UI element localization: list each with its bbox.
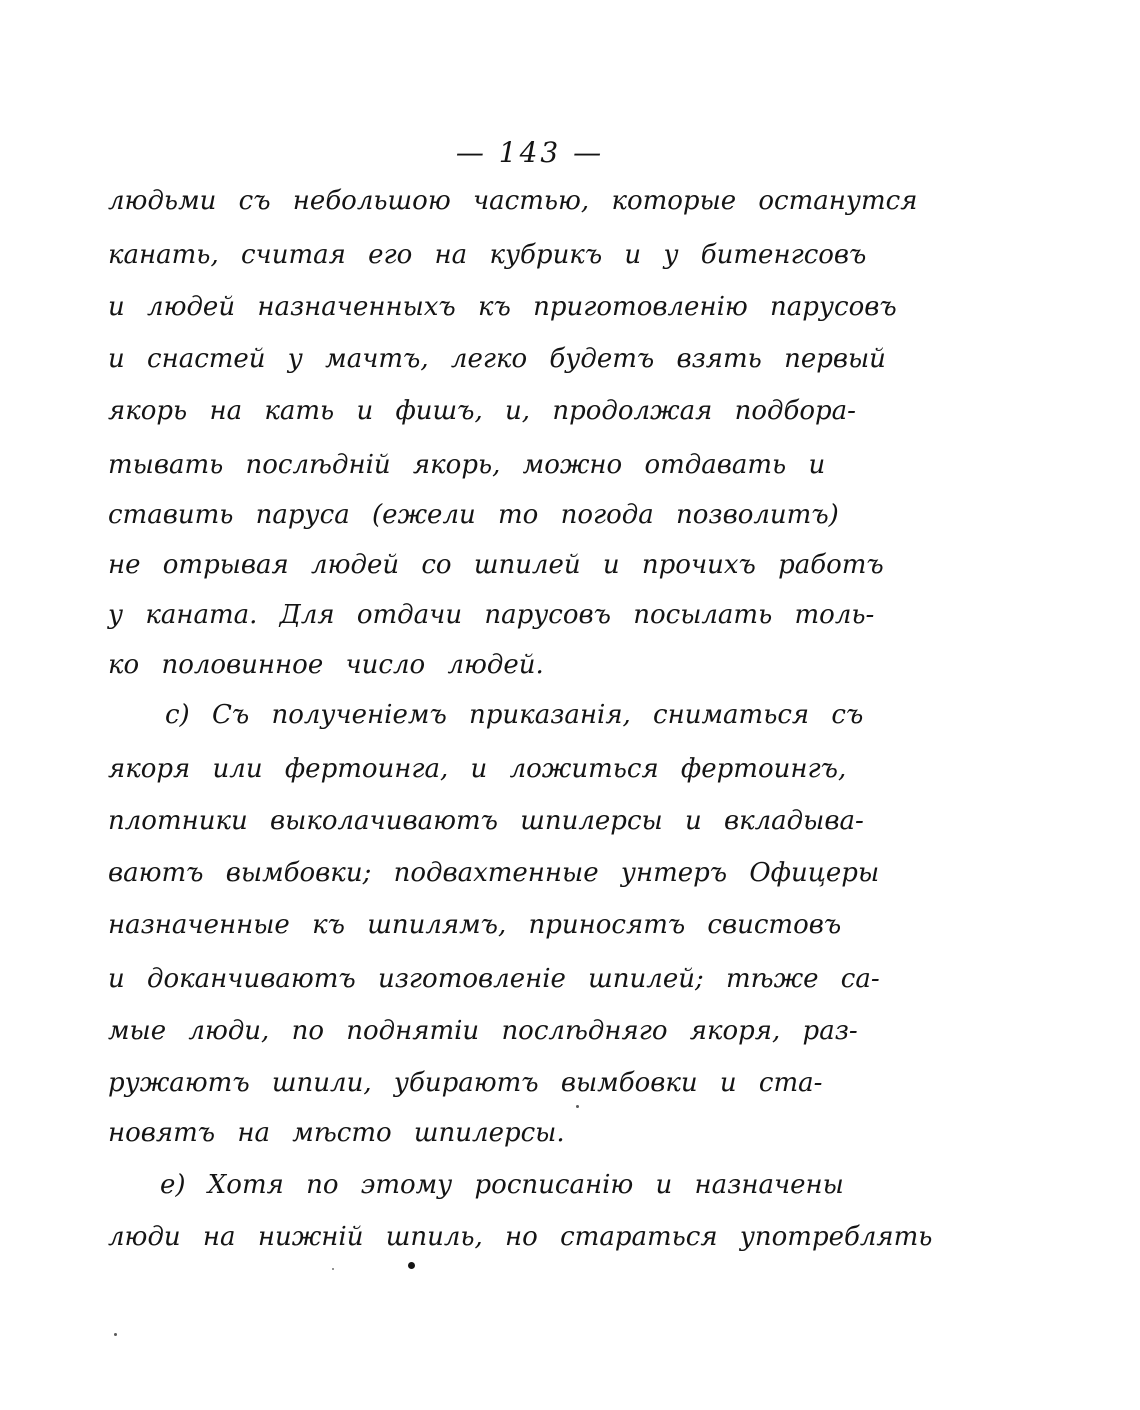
text-line: и доканчиваютъ изготовленіе шпилей; тѣже са- (108, 964, 880, 994)
text-line: ставить паруса (ежели то погода позволитъ) (108, 500, 839, 530)
text-line: люди на нижній шпиль, но стараться употреблять (108, 1222, 933, 1252)
text-line: и снастей у мачтъ, легко будетъ взять первый (108, 344, 886, 374)
text-line: и людей назначенныхъ къ приготовленію парусовъ (108, 292, 897, 322)
text-line: ко половинное число людей. (108, 650, 544, 680)
text-line: ружаютъ шпили, убираютъ вымбовки и ста- (108, 1068, 823, 1098)
text-line: у каната. Для отдачи парусовъ посылать толь- (108, 600, 875, 630)
text-line: мые люди, по поднятіи послѣдняго якоря, раз- (108, 1016, 858, 1046)
text-line: людьми съ небольшою частью, которые останутся (108, 186, 918, 216)
page-number: — 143 — (455, 136, 605, 169)
text-line: тывать послѣдній якорь, можно отдавать и (108, 450, 826, 480)
text-line: якорь на кать и фишъ, и, продолжая подбора- (108, 396, 856, 426)
text-line: не отрывая людей со шпилей и прочихъ работъ (108, 550, 884, 580)
text-line: новятъ на мѣсто шпилерсы. (108, 1118, 565, 1148)
text-line: с) Съ полученіемъ приказанія, сниматься съ (165, 700, 864, 730)
text-line: плотники выколачиваютъ шпилерсы и вкладыва- (108, 806, 864, 836)
text-line: ваютъ вымбовки; подвахтенные унтеръ Офицеры (108, 858, 880, 888)
ink-speck (408, 1262, 415, 1269)
ink-speck (114, 1333, 117, 1336)
text-line: канать, считая его на кубрикъ и у битенгсовъ (108, 240, 867, 270)
ink-speck (576, 1105, 579, 1108)
text-line: е) Хотя по этому росписанію и назначены (160, 1170, 844, 1200)
text-line: назначенные къ шпилямъ, приносятъ свистовъ (108, 910, 842, 940)
text-line: якоря или фертоинга, и ложиться фертоингъ, (108, 754, 847, 784)
ink-speck (332, 1268, 334, 1270)
